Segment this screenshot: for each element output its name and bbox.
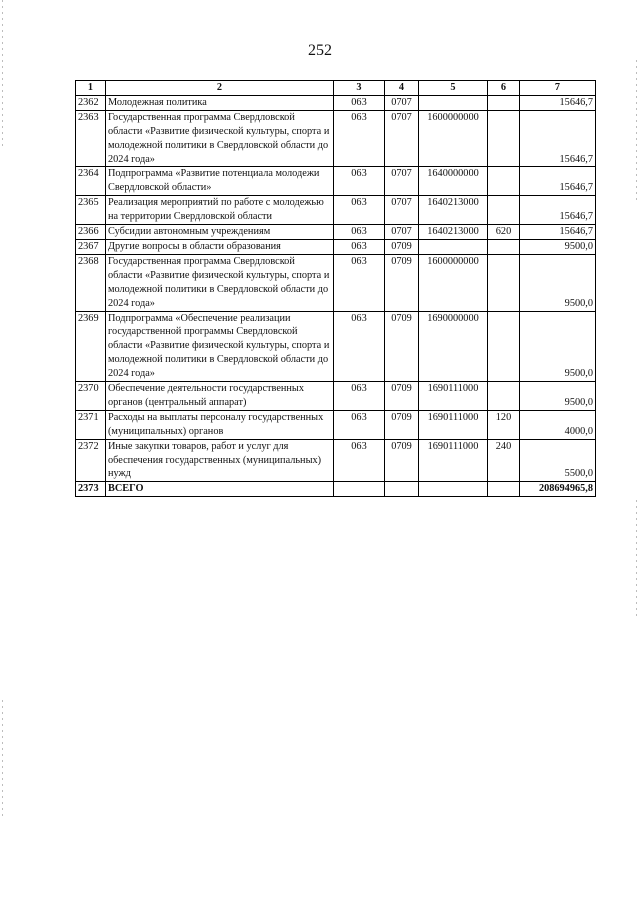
row-section-code: 0707 — [385, 225, 419, 240]
row-section-code: 0709 — [385, 410, 419, 439]
row-section-code: 0709 — [385, 239, 419, 254]
total-row — [76, 482, 596, 497]
row-section-code: 0709 — [385, 311, 419, 382]
row-name: Иные закупки товаров, работ и услуг для обеспечения государственных (муниципальных) нужд — [106, 439, 334, 482]
row-number: 2371 — [76, 410, 106, 439]
cell-empty — [385, 482, 419, 497]
row-expense-code — [488, 95, 520, 110]
table-row — [76, 439, 596, 482]
row-amount: 5500,0 — [520, 439, 596, 482]
column-header: 6 — [488, 81, 520, 96]
column-header: 1 — [76, 81, 106, 96]
table-body — [76, 95, 596, 496]
row-amount: 15646,7 — [520, 110, 596, 167]
row-expense-code: 120 — [488, 410, 520, 439]
row-name: Подпрограмма «Обеспечение реализации государственной программы Свердловской области «Развитие физической культуры, спорта и молодежной политики в Свердловской области до 2024 года» — [106, 311, 334, 382]
table-row — [76, 382, 596, 411]
row-target-code: 1690111000 — [419, 410, 488, 439]
column-header: 7 — [520, 81, 596, 96]
header-row — [76, 81, 596, 96]
row-amount: 15646,7 — [520, 196, 596, 225]
row-target-code: 1600000000 — [419, 254, 488, 311]
row-target-code: 1690111000 — [419, 439, 488, 482]
row-expense-code — [488, 382, 520, 411]
row-target-code: 1640213000 — [419, 225, 488, 240]
row-expense-code: 620 — [488, 225, 520, 240]
row-expense-code — [488, 239, 520, 254]
row-name: ВСЕГО — [106, 482, 334, 497]
row-section-code: 0707 — [385, 167, 419, 196]
row-ministry-code: 063 — [334, 110, 385, 167]
row-target-code: 1640000000 — [419, 167, 488, 196]
row-number: 2363 — [76, 110, 106, 167]
scan-edge-mark — [2, 700, 3, 820]
cell-empty — [419, 482, 488, 497]
row-name: Реализация мероприятий по работе с молодежью на территории Свердловской области — [106, 196, 334, 225]
table-row — [76, 196, 596, 225]
row-target-code: 1690000000 — [419, 311, 488, 382]
row-amount: 9500,0 — [520, 382, 596, 411]
row-expense-code — [488, 110, 520, 167]
row-expense-code — [488, 254, 520, 311]
row-number: 2365 — [76, 196, 106, 225]
cell-empty — [334, 482, 385, 497]
row-name: Государственная программа Свердловской области «Развитие физической культуры, спорта и молодежной политики в Свердловской области до 2024 года» — [106, 254, 334, 311]
column-header: 5 — [419, 81, 488, 96]
row-section-code: 0707 — [385, 110, 419, 167]
column-header: 4 — [385, 81, 419, 96]
row-ministry-code: 063 — [334, 439, 385, 482]
row-ministry-code: 063 — [334, 225, 385, 240]
table-row — [76, 410, 596, 439]
scan-edge-mark — [2, 0, 3, 150]
row-ministry-code: 063 — [334, 239, 385, 254]
table-row — [76, 254, 596, 311]
column-header: 3 — [334, 81, 385, 96]
row-expense-code: 240 — [488, 439, 520, 482]
row-amount: 4000,0 — [520, 410, 596, 439]
row-ministry-code: 063 — [334, 167, 385, 196]
cell-empty — [488, 482, 520, 497]
row-amount: 208694965,8 — [520, 482, 596, 497]
budget-table — [75, 80, 596, 497]
row-amount: 15646,7 — [520, 225, 596, 240]
table-row — [76, 239, 596, 254]
row-amount: 15646,7 — [520, 167, 596, 196]
row-amount: 9500,0 — [520, 239, 596, 254]
row-number: 2372 — [76, 439, 106, 482]
row-expense-code — [488, 167, 520, 196]
row-section-code: 0709 — [385, 254, 419, 311]
row-ministry-code: 063 — [334, 254, 385, 311]
row-target-code: 1600000000 — [419, 110, 488, 167]
row-name: Субсидии автономным учреждениям — [106, 225, 334, 240]
row-amount: 9500,0 — [520, 311, 596, 382]
row-expense-code — [488, 196, 520, 225]
row-section-code: 0707 — [385, 95, 419, 110]
row-number: 2367 — [76, 239, 106, 254]
row-ministry-code: 063 — [334, 382, 385, 411]
row-section-code: 0707 — [385, 196, 419, 225]
table-header — [76, 81, 596, 96]
row-number: 2369 — [76, 311, 106, 382]
table-row — [76, 167, 596, 196]
row-section-code: 0709 — [385, 439, 419, 482]
row-ministry-code: 063 — [334, 311, 385, 382]
row-name: Расходы на выплаты персоналу государственных (муниципальных) органов — [106, 410, 334, 439]
row-ministry-code: 063 — [334, 410, 385, 439]
row-number: 2368 — [76, 254, 106, 311]
row-name: Обеспечение деятельности государственных органов (центральный аппарат) — [106, 382, 334, 411]
row-section-code: 0709 — [385, 382, 419, 411]
table-row — [76, 95, 596, 110]
row-number: 2364 — [76, 167, 106, 196]
row-name: Молодежная политика — [106, 95, 334, 110]
row-amount: 9500,0 — [520, 254, 596, 311]
table-row — [76, 110, 596, 167]
row-name: Государственная программа Свердловской области «Развитие физической культуры, спорта и молодежной политики в Свердловской области до 2024 года» — [106, 110, 334, 167]
row-name: Другие вопросы в области образования — [106, 239, 334, 254]
row-amount: 15646,7 — [520, 95, 596, 110]
column-header: 2 — [106, 81, 334, 96]
table-row — [76, 225, 596, 240]
row-number: 2370 — [76, 382, 106, 411]
scan-edge-mark — [636, 60, 637, 200]
row-target-code — [419, 239, 488, 254]
table-row — [76, 311, 596, 382]
scan-edge-mark — [636, 500, 637, 620]
page-number: 252 — [308, 42, 332, 59]
row-number: 2373 — [76, 482, 106, 497]
row-ministry-code: 063 — [334, 196, 385, 225]
row-name: Подпрограмма «Развитие потенциала молодежи Свердловской области» — [106, 167, 334, 196]
row-target-code: 1640213000 — [419, 196, 488, 225]
row-target-code: 1690111000 — [419, 382, 488, 411]
row-number: 2366 — [76, 225, 106, 240]
row-ministry-code: 063 — [334, 95, 385, 110]
row-expense-code — [488, 311, 520, 382]
row-number: 2362 — [76, 95, 106, 110]
row-target-code — [419, 95, 488, 110]
